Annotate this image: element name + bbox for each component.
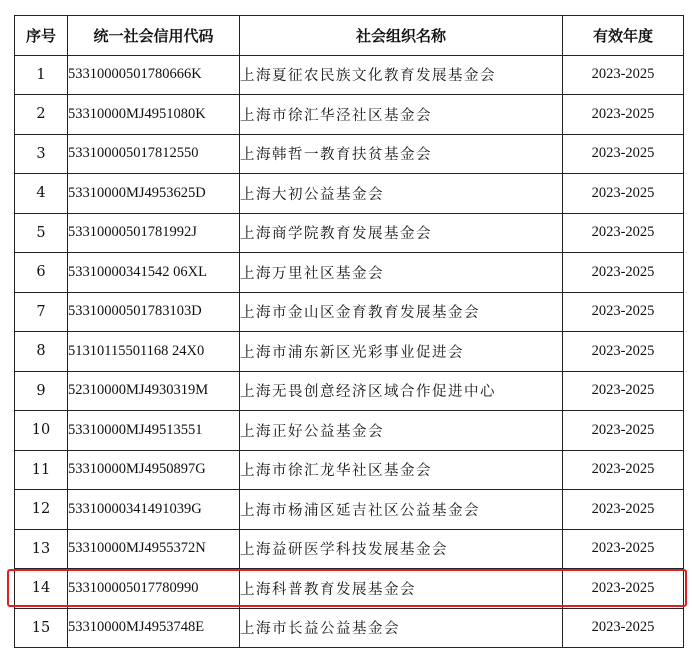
valid-year-cell: 2023-2025 xyxy=(563,332,684,372)
valid-year-cell: 2023-2025 xyxy=(563,450,684,490)
table-row xyxy=(15,253,684,293)
valid-year-cell: 2023-2025 xyxy=(563,55,684,95)
serial-number-cell: 4 xyxy=(15,174,68,214)
serial-number-cell: 11 xyxy=(15,450,68,490)
organization-name-cell: 上海大初公益基金会 xyxy=(240,174,563,214)
valid-year-cell: 2023-2025 xyxy=(563,608,684,648)
serial-number-cell: 14 xyxy=(15,569,68,609)
credit-code-cell: 53310000341491039G xyxy=(68,490,240,530)
table-row xyxy=(15,134,684,174)
serial-number-cell: 8 xyxy=(15,332,68,372)
valid-year-cell: 2023-2025 xyxy=(563,569,684,609)
credit-code-cell: 51310115501168 24X0 xyxy=(68,332,240,372)
organization-name-cell: 上海商学院教育发展基金会 xyxy=(240,213,563,253)
serial-number-cell: 2 xyxy=(15,95,68,135)
header-serial-number: 序号 xyxy=(15,16,68,56)
organization-name-cell: 上海市金山区金育教育发展基金会 xyxy=(240,292,563,332)
header-row xyxy=(15,16,684,56)
serial-number-cell: 15 xyxy=(15,608,68,648)
organization-name-cell: 上海无畏创意经济区域合作促进中心 xyxy=(240,371,563,411)
serial-number-cell: 7 xyxy=(15,292,68,332)
valid-year-cell: 2023-2025 xyxy=(563,529,684,569)
table-row xyxy=(15,371,684,411)
credit-code-cell: 53310000MJ49513551 xyxy=(68,411,240,451)
table-row xyxy=(15,490,684,530)
table-row xyxy=(15,213,684,253)
credit-code-cell: 52310000MJ4930319M xyxy=(68,371,240,411)
organization-name-cell: 上海科普教育发展基金会 xyxy=(240,569,563,609)
valid-year-cell: 2023-2025 xyxy=(563,292,684,332)
valid-year-cell: 2023-2025 xyxy=(563,490,684,530)
table-row xyxy=(15,292,684,332)
serial-number-cell: 9 xyxy=(15,371,68,411)
header-credit-code: 统一社会信用代码 xyxy=(68,16,240,56)
credit-code-cell: 53310000501783103D xyxy=(68,292,240,332)
organization-name-cell: 上海市长益公益基金会 xyxy=(240,608,563,648)
organization-name-cell: 上海市徐汇华泾社区基金会 xyxy=(240,95,563,135)
table-row xyxy=(15,55,684,95)
credit-code-cell: 533100005017812550 xyxy=(68,134,240,174)
valid-year-cell: 2023-2025 xyxy=(563,213,684,253)
serial-number-cell: 3 xyxy=(15,134,68,174)
credit-code-cell: 53310000MJ4955372N xyxy=(68,529,240,569)
credit-code-cell: 53310000341542 06XL xyxy=(68,253,240,293)
organization-name-cell: 上海夏征农民族文化教育发展基金会 xyxy=(240,55,563,95)
table-row xyxy=(15,95,684,135)
credit-code-cell: 53310000MJ4951080K xyxy=(68,95,240,135)
serial-number-cell: 6 xyxy=(15,253,68,293)
valid-year-cell: 2023-2025 xyxy=(563,411,684,451)
header-valid-year: 有效年度 xyxy=(563,16,684,56)
foundation-registry-table xyxy=(14,15,684,648)
serial-number-cell: 1 xyxy=(15,55,68,95)
organization-name-cell: 上海正好公益基金会 xyxy=(240,411,563,451)
valid-year-cell: 2023-2025 xyxy=(563,253,684,293)
credit-code-cell: 53310000501780666K xyxy=(68,55,240,95)
organization-name-cell: 上海市浦东新区光彩事业促进会 xyxy=(240,332,563,372)
table-row xyxy=(15,529,684,569)
table-row xyxy=(15,332,684,372)
organization-name-cell: 上海市杨浦区延吉社区公益基金会 xyxy=(240,490,563,530)
valid-year-cell: 2023-2025 xyxy=(563,134,684,174)
organization-name-cell: 上海市徐汇龙华社区基金会 xyxy=(240,450,563,490)
table-row xyxy=(15,608,684,648)
valid-year-cell: 2023-2025 xyxy=(563,371,684,411)
table-row xyxy=(15,174,684,214)
table-row-highlighted xyxy=(15,569,684,609)
serial-number-cell: 5 xyxy=(15,213,68,253)
organization-name-cell: 上海韩哲一教育扶贫基金会 xyxy=(240,134,563,174)
header-organization-name: 社会组织名称 xyxy=(240,16,563,56)
valid-year-cell: 2023-2025 xyxy=(563,95,684,135)
serial-number-cell: 12 xyxy=(15,490,68,530)
credit-code-cell: 53310000MJ4950897G xyxy=(68,450,240,490)
credit-code-cell: 53310000MJ4953625D xyxy=(68,174,240,214)
credit-code-cell: 53310000501781992J xyxy=(68,213,240,253)
organization-name-cell: 上海益研医学科技发展基金会 xyxy=(240,529,563,569)
table-row xyxy=(15,450,684,490)
credit-code-cell: 533100005017780990 xyxy=(68,569,240,609)
valid-year-cell: 2023-2025 xyxy=(563,174,684,214)
serial-number-cell: 10 xyxy=(15,411,68,451)
credit-code-cell: 53310000MJ4953748E xyxy=(68,608,240,648)
table-row xyxy=(15,411,684,451)
serial-number-cell: 13 xyxy=(15,529,68,569)
organization-name-cell: 上海万里社区基金会 xyxy=(240,253,563,293)
